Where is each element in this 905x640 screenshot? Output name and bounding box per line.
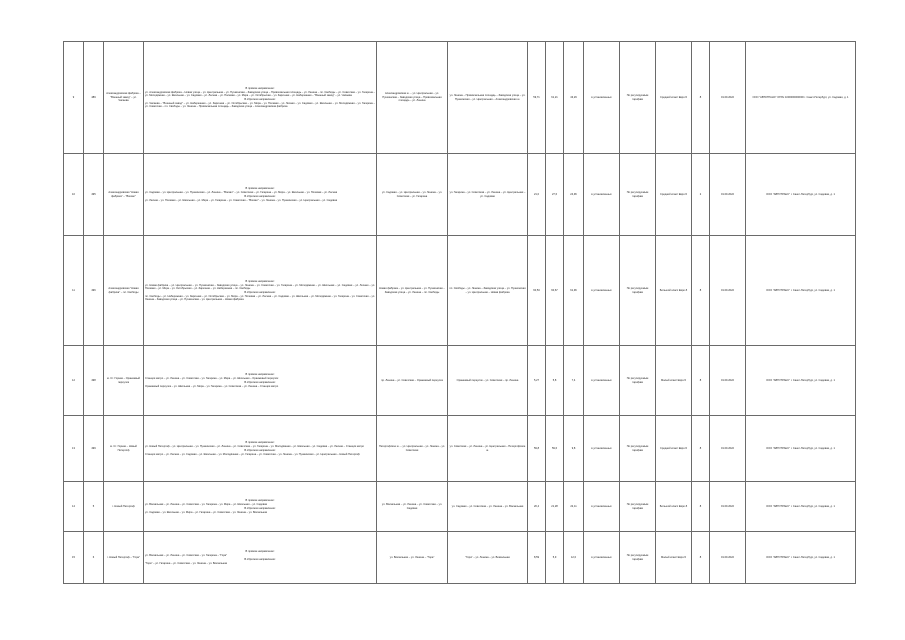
field-stop_type: в установленных (591, 446, 612, 450)
field-vehicle_qty: 8 (699, 378, 702, 382)
field-vehicle_qty: 8 (699, 504, 702, 508)
field-num: 13 (72, 446, 75, 450)
field-length_f: 21,0 (533, 192, 540, 196)
cell-number (64, 236, 84, 346)
stops-reverse-text: ул. Чапаева – "Военный завод" – ул. Набережная – ул. Заречная – ул. Октябрьская – ул. Мира – ул. Полевая – ул. Лесная – ул. Садовая – ул. Школьная – ул. Молодёжная – ул. Гагарина – ул. Советская – пл. Свободы – ул. Ленина – Привокзальная площадь – Заводская улица – Александровская фабрика (145, 101, 375, 109)
field-fare: По регулируемым тарифам (626, 445, 649, 452)
direction-forward-label: В прямом направлении: (245, 86, 275, 90)
cell-length-reverse (546, 416, 564, 482)
cell-streets-reverse (448, 532, 528, 584)
field-vehicle_class: Большой класс Евро-5 (659, 288, 688, 292)
field-date: 01.09.2022 (721, 192, 734, 196)
field-num: 10 (72, 192, 75, 196)
cell-streets-reverse (448, 346, 528, 416)
cell-streets-forward (377, 154, 448, 236)
cell-length-reverse (546, 532, 564, 584)
route-registry-table (63, 41, 856, 584)
stops-reverse-text: Станция метро – ул. Лесная – ул. Садовая – ул. Школьная – ул. Молодёжная – ул. Гагарина – ул. Советская – ул. Ленина – ул. Пушкинская – ул. Центральная – Новый Петергоф (145, 452, 360, 456)
cell-length-forward (528, 346, 546, 416)
cell-fare-type (620, 42, 656, 154)
cell-route-code (84, 532, 104, 584)
cell-number (64, 532, 84, 584)
field-length_f: 59,71 (533, 95, 540, 99)
table-row (64, 416, 856, 482)
field-stop_type: в установленных (591, 192, 612, 196)
field-carrier: ООО "АВТОТРАНС" г. Санкт-Петербург, ул. Садовая, д. 1 (766, 446, 835, 450)
field-streets_reverse: ул. Ленина – Привокзальная площадь – Заводская улица – ул. Пушкинская – ул. Центральная – Александровская ш. (449, 94, 526, 101)
field-streets_forward: ул. Вокзальная – ул. Ленина – "Гора" (389, 555, 435, 559)
cell-vehicle-class (656, 236, 692, 346)
cell-number (64, 482, 84, 532)
field-vehicle_class: Средний класс Евро-5 (660, 446, 687, 450)
field-vehicle_qty: 8 (699, 95, 702, 99)
cell-streets-forward (377, 236, 448, 346)
direction-reverse-label: В обратном направлении: (244, 507, 276, 510)
field-length_r: 27,6 (551, 192, 558, 196)
field-streets_reverse: ул. Садовая – ул. Советская – ул. Ленина – ул. Вокзальная (451, 504, 524, 508)
cell-route-code (84, 236, 104, 346)
cell-fare-type (620, 416, 656, 482)
field-streets_forward: ул. Садовая – ул. Центральная – ул. Ленина – ул. Советская – ул. Гагарина (381, 191, 443, 198)
field-length_f: 5,27 (533, 378, 540, 382)
direction-reverse-label: В обратном направлении: (244, 291, 276, 294)
field-streets_forward: Новая фабрика – ул. Центральная – ул. Пушкинская – Заводская улица – ул. Ленина – пл. Свободы (379, 287, 445, 294)
cell-vehicle-class (656, 482, 692, 532)
cell-number (64, 346, 84, 416)
cell-streets-reverse (448, 154, 528, 236)
cell-vehicle-quantity (692, 482, 710, 532)
cell-carrier (746, 154, 856, 236)
field-carrier: ООО "АВТОТРАНС" г. Санкт-Петербург, ул. Садовая, д. 1 (766, 192, 835, 196)
direction-forward-label: В прямом направлении: (245, 373, 275, 377)
field-stops_count: 7,4 (571, 378, 576, 382)
field-date: 01.09.2022 (721, 95, 734, 99)
field-fare: По регулируемым тарифам (626, 287, 649, 294)
cell-carrier (746, 532, 856, 584)
cell-start-date (710, 42, 746, 154)
direction-reverse-label: В обратном направлении: (244, 195, 276, 198)
stops-forward-text: Станция метро – ул. Ленина – ул. Советская – ул. Гагарина – ул. Мира – ул. Школьная – Оранжевый переулок (145, 377, 279, 381)
field-stops_count: 12,0 (570, 555, 577, 559)
cell-route-name (104, 346, 144, 416)
stops-reverse-text: "Гора" – ул. Гагарина – ул. Советская – ул. Ленина – ул. Вокзальная (145, 561, 228, 565)
field-vehicle_class: Большой класс Евро-5 (659, 504, 688, 508)
cell-route-name (104, 236, 144, 346)
field-fare: По регулируемым тарифам (626, 377, 649, 384)
cell-streets-reverse (448, 236, 528, 346)
field-route: Александровская фабрика – "Военный завод" – ул. Чапаева (106, 92, 141, 103)
field-date: 01.09.2022 (721, 378, 734, 382)
table-row (64, 236, 856, 346)
cell-stops-list (144, 482, 377, 532)
field-stop_type: в установленных (591, 288, 612, 292)
field-length_f: 59,8 (533, 446, 540, 450)
cell-fare-type (620, 236, 656, 346)
field-route: м. Ст. Горная – Оранжевый переулок (107, 377, 140, 384)
field-vehicle_qty: 8 (699, 446, 702, 450)
field-stop_type: в установленных (591, 504, 612, 508)
cell-stop-type (584, 482, 620, 532)
field-date: 01.09.2022 (721, 555, 734, 559)
cell-carrier (746, 482, 856, 532)
direction-forward-label: В прямом направлении: (245, 550, 275, 554)
cell-route-code (84, 416, 104, 482)
field-length_r: 59,6 (551, 446, 558, 450)
field-stop_type: в установленных (591, 378, 612, 382)
field-num: 12 (72, 378, 75, 382)
field-streets_forward: пр. Ленина – ул. Советская – Оранжевый переулок (381, 378, 443, 382)
field-code: 499 (91, 446, 96, 450)
cell-stops-list (144, 42, 377, 154)
cell-length-forward (528, 236, 546, 346)
field-length_r: 5,8 (552, 378, 557, 382)
cell-length-forward (528, 42, 546, 154)
field-carrier: ООО "АВТОТРАНС" г. Санкт-Петербург, ул. Садовая, д. 1 (766, 288, 835, 292)
cell-streets-forward (377, 42, 448, 154)
field-stops_count: 43,29 (570, 95, 577, 99)
cell-vehicle-quantity (692, 346, 710, 416)
cell-length-forward (528, 154, 546, 236)
cell-streets-reverse (448, 42, 528, 154)
cell-route-name (104, 154, 144, 236)
cell-streets-forward (377, 482, 448, 532)
field-num: 14 (72, 504, 75, 508)
field-stops_count: 9,8 (571, 446, 576, 450)
cell-vehicle-class (656, 532, 692, 584)
field-stop_type: в установленных (591, 95, 612, 99)
table-body (64, 42, 856, 584)
stops-forward-text: ул. Вокзальная – ул. Ленина – ул. Советская – ул. Гагарина – "Гора" (145, 554, 228, 558)
field-code: 489 (91, 95, 96, 99)
cell-vehicle-class (656, 416, 692, 482)
cell-stops-list (144, 236, 377, 346)
cell-length-reverse (546, 346, 564, 416)
cell-stops-list (144, 532, 377, 584)
cell-route-code (84, 482, 104, 532)
cell-start-date (710, 346, 746, 416)
cell-stops-count (564, 154, 584, 236)
field-length_r: 5,9 (552, 555, 557, 559)
cell-stops-list (144, 154, 377, 236)
cell-start-date (710, 416, 746, 482)
cell-stops-count (564, 532, 584, 584)
field-date: 01.09.2022 (721, 504, 734, 508)
cell-vehicle-class (656, 154, 692, 236)
cell-route-name (104, 482, 144, 532)
field-length_r: 60,67 (551, 288, 558, 292)
field-fare: По регулируемым тарифам (626, 554, 649, 561)
stops-reverse-text: ул. Лесная – ул. Полевая – ул. Школьная – ул. Мира – ул. Гагарина – ул. Советская – "Вокзал" – ул. Ленина – ул. Пушкинская – ул. Центральная – ул. Садовая (145, 198, 338, 202)
stops-forward-text: ул. Садовая – ул. Центральная – ул. Пушкинская – ул. Ленина – "Вокзал" – ул. Советская – ул. Гагарина – ул. Мира – ул. Школьная – ул. Полевая – ул. Лесная (145, 191, 338, 195)
field-fare: По регулируемым тарифам (626, 191, 649, 198)
cell-length-forward (528, 532, 546, 584)
field-carrier: ООО "АВТОТРАНС" ОГРН 1000000000000 г. Санкт-Петербург, ул. Садовая, д. 1 (752, 95, 849, 99)
cell-stop-type (584, 154, 620, 236)
cell-streets-reverse (448, 482, 528, 532)
field-date: 01.09.2022 (721, 288, 734, 292)
cell-length-forward (528, 416, 546, 482)
cell-length-reverse (546, 236, 564, 346)
cell-carrier (746, 416, 856, 482)
cell-stops-count (564, 346, 584, 416)
cell-carrier (746, 346, 856, 416)
direction-reverse-label: В обратном направлении: (244, 381, 276, 384)
field-route: м. Ст. Горная – Новый Петергоф (110, 445, 137, 452)
stops-forward-text: ул. Новый Петергоф – ул. Центральная – ул. Пушкинская – ул. Ленина – ул. Советская – ул. Гагарина – ул. Молодёжная – ул. Школьная – ул. Садовая – ул. Лесная – Станция метро (145, 445, 364, 449)
direction-forward-label: В прямом направлении: (245, 499, 275, 503)
field-streets_reverse: "Гора" – ул. Ленина – ул. Вокзальная (465, 555, 510, 559)
stops-forward-text: ул. Новая фабрика – ул. Центральная – ул. Пушкинская – Заводская улица – ул. Ленина – ул. Советская – ул. Гагарина – ул. Молодёжная – ул. Школьная – ул. Садовая – ул. Лесная – ул. Полевая – ул. Мира – ул. Октябрьская – ул. Заречная – ул. Набережная – пл. Свободы (145, 283, 375, 291)
table-row (64, 482, 856, 532)
cell-stops-list (144, 346, 377, 416)
field-stop_type: в установленных (591, 555, 612, 559)
field-vehicle_qty: 8 (699, 288, 702, 292)
cell-route-name (104, 42, 144, 154)
field-vehicle_class: Средний класс Евро-5 (660, 95, 687, 99)
cell-fare-type (620, 154, 656, 236)
field-streets_forward: Петергофское ш. – ул. Центральная – ул. Ленина – ул. Советская (378, 445, 446, 452)
cell-stops-count (564, 416, 584, 482)
field-streets_forward: ул. Вокзальная – ул. Ленина – ул. Советская – ул. Садовая (381, 503, 443, 510)
field-vehicle_class: Средний класс Евро-5 (660, 192, 687, 196)
direction-reverse-label: В обратном направлении: (244, 449, 276, 452)
cell-route-name (104, 532, 144, 584)
field-stops_count: 22,11 (570, 504, 577, 508)
cell-streets-reverse (448, 416, 528, 482)
field-code: 6 (92, 555, 95, 559)
cell-start-date (710, 482, 746, 532)
cell-stops-count (564, 482, 584, 532)
cell-stops-list (144, 416, 377, 482)
cell-start-date (710, 154, 746, 236)
cell-length-reverse (546, 482, 564, 532)
field-stops_count: 24,96 (570, 192, 577, 196)
stops-forward-text: ул. Александровская фабрика – Новая улица – ул. Центральная – ул. Пушкинская – Заводская улица – Привокзальная площадь – ул. Ленина – пл. Свободы – ул. Советская – ул. Гагарина – ул. Молодёжная – ул. Школьная – ул. Садовая – ул. Лесная – ул. Полевая – ул. Мира – ул. Октябрьская – ул. Заречная – ул. Набережная – "Военный завод" – ул. Чапаева (145, 90, 375, 98)
field-length_f: 8,59 (533, 555, 540, 559)
field-streets_reverse: Оранжевый переулок – ул. Советская – пр. Ленина (456, 378, 519, 382)
cell-number (64, 154, 84, 236)
field-carrier: ООО "АВТОТРАНС" г. Санкт-Петербург, ул. Садовая, д. 1 (766, 504, 835, 508)
cell-vehicle-quantity (692, 42, 710, 154)
cell-number (64, 42, 84, 154)
field-carrier: ООО "АВТОТРАНС" г. Санкт-Петербург, ул. Садовая, д. 1 (766, 378, 835, 382)
cell-stops-count (564, 42, 584, 154)
field-streets_reverse: пл. Свободы – ул. Ленина – Заводская улица – ул. Пушкинская – ул. Центральная – Новая фабрика (449, 287, 526, 294)
stops-reverse-text: ул. Садовая – ул. Школьная – ул. Мира – ул. Гагарина – ул. Советская – ул. Ленина – ул. Вокзальная (145, 510, 268, 514)
field-length_f: 60,53 (533, 288, 540, 292)
field-length_r: 61,21 (551, 95, 558, 99)
cell-stop-type (584, 42, 620, 154)
field-streets_reverse: ул. Советская – ул. Ленина – ул. Центральная – Петергофское ш. (449, 445, 526, 452)
cell-length-reverse (546, 42, 564, 154)
cell-route-name (104, 416, 144, 482)
cell-vehicle-quantity (692, 154, 710, 236)
cell-carrier (746, 236, 856, 346)
table-row (64, 532, 856, 584)
cell-stop-type (584, 416, 620, 482)
cell-stops-count (564, 236, 584, 346)
cell-start-date (710, 236, 746, 346)
cell-start-date (710, 532, 746, 584)
cell-stop-type (584, 532, 620, 584)
field-date: 01.09.2022 (721, 446, 734, 450)
field-fare: По регулируемым тарифам (626, 503, 649, 510)
cell-route-code (84, 154, 104, 236)
cell-number (64, 416, 84, 482)
field-route: Александровская "Новая фабрика" – пл. Свободы (108, 287, 139, 294)
direction-forward-label: В прямом направлении: (245, 441, 275, 445)
stops-reverse-text: пл. Свободы – ул. Набережная – ул. Заречная – ул. Октябрьская – ул. Мира – ул. Полевая – ул. Лесная – ул. Садовая – ул. Школьная – ул. Молодёжная – ул. Гагарина – ул. Советская – ул. Ленина – Заводская улица – ул. Пушкинская – ул. Центральная – Новая фабрика (145, 294, 375, 302)
table-row (64, 346, 856, 416)
stops-reverse-text: Оранжевый переулок – ул. Школьная – ул. Мира – ул. Гагарина – ул. Советская – ул. Ленина – Станция метро (145, 384, 279, 388)
direction-reverse-label: В обратном направлении: (244, 98, 276, 101)
field-vehicle_qty: 2 (699, 192, 702, 196)
cell-fare-type (620, 532, 656, 584)
field-streets_reverse: ул. Гагарина – ул. Советская – ул. Ленина – ул. Центральная – ул. Садовая (449, 191, 526, 198)
field-length_r: 21,28 (551, 504, 558, 508)
field-route: г. Новый Петергоф (112, 504, 135, 508)
field-num: 11 (72, 288, 75, 292)
direction-reverse-label: В обратном направлении: (244, 558, 276, 561)
cell-fare-type (620, 346, 656, 416)
cell-length-reverse (546, 154, 564, 236)
field-vehicle_class: Малый класс Евро-5 (661, 555, 686, 559)
field-streets_forward: Александровская ш. – ул. Центральная – ул. Пушкинская – Заводская улица – Привокзальная площадь – ул. Ленина (382, 92, 442, 103)
cell-vehicle-quantity (692, 236, 710, 346)
stops-forward-text: ул. Вокзальная – ул. Ленина – ул. Советская – ул. Гагарина – ул. Мира – ул. Школьная – ул. Садовая (145, 503, 268, 507)
cell-length-forward (528, 482, 546, 532)
cell-vehicle-quantity (692, 416, 710, 482)
direction-forward-label: В прямом направлении: (245, 187, 275, 191)
field-stops_count: 61,96 (570, 288, 577, 292)
field-code: 498 (91, 378, 96, 382)
cell-route-code (84, 346, 104, 416)
field-num: 9 (72, 95, 75, 99)
field-carrier: ООО "АВТОТРАНС" г. Санкт-Петербург, ул. Садовая, д. 1 (766, 555, 835, 559)
cell-vehicle-class (656, 346, 692, 416)
cell-stop-type (584, 236, 620, 346)
table-row (64, 154, 856, 236)
field-code: 495 (91, 192, 96, 196)
field-length_f: 20,4 (533, 504, 540, 508)
cell-streets-forward (377, 346, 448, 416)
cell-route-code (84, 42, 104, 154)
field-vehicle_qty: 8 (699, 555, 702, 559)
field-code: 496 (91, 288, 96, 292)
cell-fare-type (620, 482, 656, 532)
cell-vehicle-class (656, 42, 692, 154)
direction-forward-label: В прямом направлении: (245, 279, 275, 283)
field-vehicle_class: Малый класс Евро-5 (661, 378, 686, 382)
cell-vehicle-quantity (692, 532, 710, 584)
field-num: 15 (72, 555, 75, 559)
field-route: г. Новый Петергоф – "Гора" (107, 555, 140, 559)
field-fare: По регулируемым тарифам (626, 94, 649, 101)
table-row (64, 42, 856, 154)
cell-streets-forward (377, 532, 448, 584)
field-route: Александровская "Новая фабрика" – "Вокзал" (108, 191, 139, 198)
cell-carrier (746, 42, 856, 154)
cell-stop-type (584, 346, 620, 416)
cell-streets-forward (377, 416, 448, 482)
field-code: 5 (92, 504, 95, 508)
